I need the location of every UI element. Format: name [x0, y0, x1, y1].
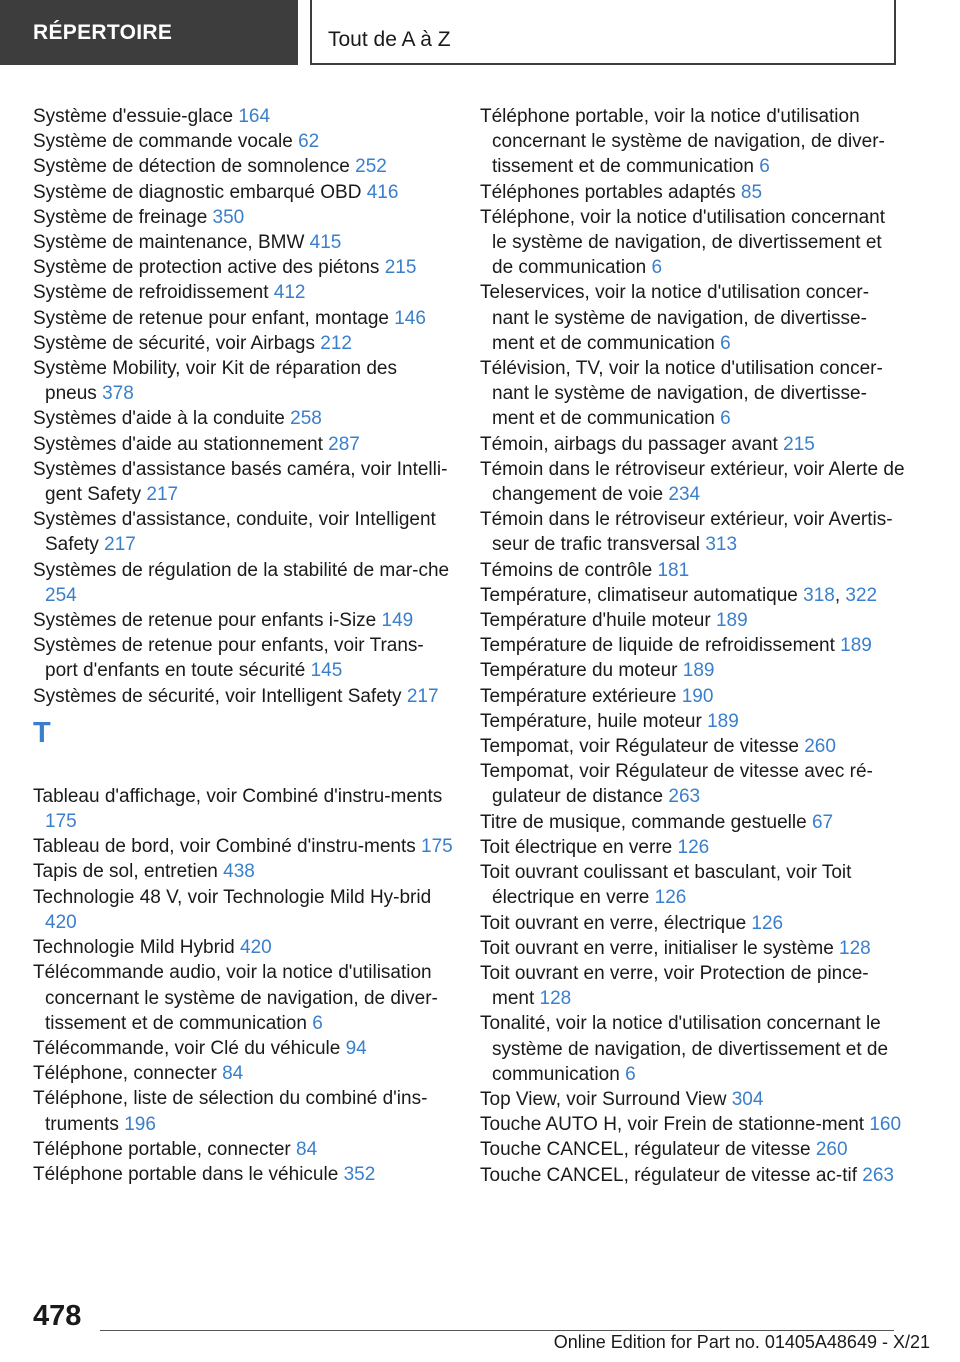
page-link[interactable]: 258: [290, 408, 322, 430]
index-entry-text: Téléphone, voir la notice d'utilisation concernant le système de navigation, de divertissement et de communication: [480, 206, 885, 279]
index-entry: [33, 507, 453, 557]
index-entry: [33, 205, 453, 230]
page-link[interactable]: 415: [309, 232, 342, 254]
index-column-left: [33, 104, 453, 1187]
page-link[interactable]: 412: [273, 282, 306, 304]
page-link[interactable]: 217: [406, 685, 439, 707]
footer-divider: [100, 1330, 894, 1331]
index-entry-text: Tableau de bord, voir Combiné d'instru-ments: [33, 836, 416, 858]
index-entry: [480, 936, 905, 961]
index-entry: [480, 280, 905, 356]
footer-edition: [554, 1332, 930, 1353]
index-entry-text: Téléphone portable, connecter: [33, 1138, 291, 1160]
index-entry-text: Technologie Mild Hybrid: [33, 937, 235, 959]
index-column-right: [480, 104, 905, 1188]
page-link[interactable]: 196: [124, 1113, 156, 1135]
page-link[interactable]: 128: [539, 988, 572, 1010]
index-entry-text: Systèmes d'assistance, conduite, voir Intelligent Safety: [33, 509, 436, 556]
index-entry-text: Système de refroidissement: [33, 282, 269, 304]
section-letter: T: [33, 716, 51, 749]
index-entry-text: Toit ouvrant en verre, initialiser le système: [480, 937, 834, 959]
page-link[interactable]: 322: [845, 584, 878, 606]
index-entry-text: Touche AUTO H, voir Frein de stationne-ment: [480, 1114, 865, 1136]
index-entry: [480, 709, 905, 734]
index-entry: [480, 1011, 905, 1087]
section-tab: [0, 0, 298, 65]
page-link[interactable]: 67: [811, 811, 834, 833]
page-link[interactable]: 263: [862, 1164, 894, 1186]
index-entry-text: Système de freinage: [33, 206, 208, 228]
index-entry-text: Température, climatiseur automatique: [480, 584, 798, 606]
index-entry: [480, 432, 905, 457]
index-entry: [33, 230, 453, 255]
chapter-header: [310, 0, 896, 65]
page-link[interactable]: 350: [212, 206, 245, 228]
index-entry: [480, 457, 905, 507]
page-link[interactable]: 84: [222, 1063, 244, 1085]
page-link[interactable]: 189: [715, 610, 748, 632]
index-entry: [33, 633, 453, 683]
page-link[interactable]: 181: [657, 559, 690, 581]
index-entry: [33, 608, 453, 633]
index-entry: [480, 911, 905, 936]
index-entry: [33, 406, 453, 431]
index-entry: [480, 1112, 905, 1137]
index-list-t-right: [480, 104, 905, 1188]
page-link[interactable]: 416: [366, 181, 399, 203]
index-entry: [33, 129, 453, 154]
page-link[interactable]: 215: [783, 433, 815, 455]
index-entry-text: Systèmes de régulation de la stabilité de mar-che: [33, 559, 450, 581]
index-entry-text: Systèmes de retenue pour enfants, voir Trans-port d'enfants en toute sécurité: [33, 635, 424, 682]
index-entry: [33, 331, 453, 356]
page-link[interactable]: 260: [804, 736, 836, 758]
index-entry-text: Touche CANCEL, régulateur de vitesse: [480, 1139, 811, 1161]
index-entry-text: Système de sécurité, voir Airbags: [33, 332, 315, 354]
index-entry: [480, 633, 905, 658]
index-entry-text: Télécommande audio, voir la notice d'utilisation concernant le système de navigation, de diver-tissement et de communication: [33, 962, 438, 1034]
index-entry-text: Titre de musique, commande gestuelle: [480, 811, 807, 833]
index-list-t-left: [33, 784, 453, 1187]
page-link[interactable]: 217: [104, 534, 136, 556]
index-entry-text: Systèmes d'assistance basés caméra, voir Intelli-gent Safety: [33, 458, 448, 506]
page-link[interactable]: 318: [803, 584, 835, 606]
index-entry: [480, 734, 905, 759]
page-link[interactable]: 254: [45, 584, 77, 606]
page-link[interactable]: 126: [677, 836, 710, 858]
index-entry-text: Systèmes d'aide au stationnement: [33, 433, 323, 455]
index-entry-text: Téléphones portables adaptés: [480, 181, 736, 203]
index-entry-text: Systèmes de retenue pour enfants i-Size: [33, 610, 377, 632]
index-entry-text: Système de détection de somnolence: [33, 156, 350, 178]
page-link[interactable]: 6: [312, 1012, 323, 1034]
index-entry-text: Télévision, TV, voir la notice d'utilisation concer-nant le système de navigation, de divertisse-ment et de communication: [480, 358, 883, 430]
index-entry-text: Téléphone, connecter: [33, 1063, 217, 1085]
index-entry: [480, 583, 905, 608]
index-entry-text: Toit ouvrant en verre, voir Protection de pince-ment: [480, 962, 869, 1010]
page-link[interactable]: 175: [45, 811, 77, 833]
index-entry-text: Tempomat, voir Régulateur de vitesse avec ré-gulateur de distance: [480, 761, 873, 808]
footer-edition-text: Online Edition for Part no. 01405A48649 - X/21: [553, 1332, 930, 1352]
page-link[interactable]: 145: [310, 660, 343, 682]
page-link[interactable]: 260: [815, 1139, 848, 1161]
index-entry-text: Touche CANCEL, régulateur de vitesse ac-tif: [480, 1164, 858, 1186]
index-entry: [33, 558, 453, 608]
index-entry: [480, 104, 905, 180]
index-entry: [480, 1087, 905, 1112]
index-entry-text: Teleservices, voir la notice d'utilisation concer-nant le système de navigation, de divertisse-ment et de communication: [480, 282, 870, 354]
index-entry-text: Température, huile moteur: [480, 710, 702, 732]
index-entry-text: Température d'huile moteur: [480, 610, 711, 632]
index-entry: [33, 1086, 453, 1136]
index-entry: [33, 960, 453, 1036]
section-title: RÉPERTOIRE: [33, 21, 173, 44]
index-entry-text: Top View, voir Surround View: [480, 1088, 727, 1110]
index-entry: [480, 835, 905, 860]
page-link[interactable]: 313: [705, 534, 738, 556]
index-entry-text: Systèmes d'aide à la conduite: [33, 408, 285, 430]
index-entry: [480, 356, 905, 432]
page-link[interactable]: 212: [320, 332, 352, 354]
index-entry-text: Toit ouvrant en verre, électrique: [480, 912, 747, 934]
page-link[interactable]: 160: [869, 1114, 902, 1136]
index-entry-text: Toit ouvrant coulissant et basculant, voir Toit électrique en verre: [480, 862, 852, 909]
index-entry-text: Témoins de contrôle: [480, 559, 653, 581]
index-entry: [33, 1137, 453, 1162]
index-entry-text: Système Mobility, voir Kit de réparation des pneus: [33, 358, 397, 405]
index-entry: [33, 935, 453, 960]
index-entry: [480, 658, 905, 683]
page-number: 478: [33, 1300, 82, 1332]
page-link[interactable]: 420: [45, 911, 77, 933]
page-link[interactable]: 175: [421, 836, 453, 858]
index-entry-text: Téléphone, liste de sélection du combiné d'ins-truments: [33, 1088, 428, 1135]
index-entry: [480, 608, 905, 633]
index-entry-text: Témoin dans le rétroviseur extérieur, voir Alerte de changement de voie: [480, 458, 905, 506]
index-entry-text: Tableau d'affichage, voir Combiné d'instru-ments: [33, 785, 443, 807]
index-entry: [480, 205, 905, 281]
index-entry: [33, 255, 453, 280]
page-link[interactable]: 304: [731, 1088, 764, 1110]
index-entry: [33, 154, 453, 179]
index-entry: [33, 457, 453, 507]
page-link[interactable]: 6: [720, 332, 731, 354]
index-entry: [480, 507, 905, 557]
index-entry-text: Témoin, airbags du passager avant: [480, 433, 778, 455]
index-entry: [33, 432, 453, 457]
page-link[interactable]: 84: [296, 1138, 318, 1160]
page-link[interactable]: 94: [345, 1037, 367, 1059]
index-entry: [480, 1163, 905, 1188]
index-entry: [33, 1061, 453, 1086]
page-link[interactable]: 217: [146, 484, 179, 506]
index-entry: [33, 104, 453, 129]
page-link[interactable]: 352: [343, 1163, 376, 1185]
page-link[interactable]: 126: [654, 887, 687, 909]
index-entry-text: Téléphone portable dans le véhicule: [33, 1163, 339, 1185]
index-entry-text: Température extérieure: [480, 685, 677, 707]
index-entry: [33, 1036, 453, 1061]
page-link[interactable]: 189: [707, 710, 739, 732]
chapter-title: Tout de A à Z: [328, 28, 451, 51]
index-entry-text: Système de commande vocale: [33, 131, 293, 153]
page-link[interactable]: 189: [840, 635, 872, 657]
index-entry: [480, 759, 905, 809]
index-entry: [480, 1137, 905, 1162]
index-entry-text: Téléphone portable, voir la notice d'utilisation concernant le système de navigation, de diver-tissement et de communication: [480, 106, 885, 178]
page-link[interactable]: 85: [740, 181, 763, 203]
index-entry-text: Système de retenue pour enfant, montage: [33, 307, 389, 329]
index-entry-text: Toit électrique en verre: [480, 836, 673, 858]
page-separator: ,: [834, 584, 846, 606]
page-link[interactable]: 128: [839, 937, 871, 959]
index-entry-text: Tonalité, voir la notice d'utilisation concernant le système de navigation, de divertissement et de communication: [480, 1013, 889, 1085]
page-link[interactable]: 215: [384, 257, 417, 279]
section-letter-block: [33, 709, 453, 784]
page-link[interactable]: 6: [720, 408, 731, 430]
index-entry-text: Technologie 48 V, voir Technologie Mild Hy-brid: [33, 886, 432, 908]
page-link[interactable]: 126: [751, 912, 784, 934]
page-link[interactable]: 6: [651, 257, 663, 279]
index-entry: [480, 558, 905, 583]
index-entry: [33, 280, 453, 305]
index-entry: [33, 306, 453, 331]
index-entry-text: Tempomat, voir Régulateur de vitesse: [480, 736, 799, 758]
index-entry-text: Température de liquide de refroidissement: [480, 635, 835, 657]
page-link[interactable]: 149: [381, 610, 414, 632]
index-entry: [480, 684, 905, 709]
page-link[interactable]: 378: [102, 383, 134, 405]
index-entry: [33, 684, 453, 709]
page-link[interactable]: 6: [759, 156, 770, 178]
index-entry: [33, 1162, 453, 1187]
page-link[interactable]: 252: [355, 156, 387, 178]
index-entry-text: Système de protection active des piétons: [33, 257, 380, 279]
index-list-s: [33, 104, 453, 709]
index-entry-text: Témoin dans le rétroviseur extérieur, voir Avertis-seur de trafic transversal: [480, 509, 893, 556]
index-entry: [480, 810, 905, 835]
page-link[interactable]: 189: [682, 660, 715, 682]
page-link[interactable]: 234: [668, 484, 701, 506]
page-link[interactable]: 146: [394, 307, 426, 329]
index-entry: [480, 180, 905, 205]
page-link[interactable]: 263: [668, 786, 701, 808]
index-entry: [33, 180, 453, 205]
index-entry-text: Télécommande, voir Clé du véhicule: [33, 1037, 341, 1059]
page-link[interactable]: 438: [223, 861, 255, 883]
index-entry: [33, 885, 453, 935]
page-link[interactable]: 420: [240, 937, 272, 959]
index-entry-text: Système de diagnostic embarqué OBD: [33, 181, 362, 203]
index-entry: [33, 834, 453, 859]
index-entry: [33, 859, 453, 884]
page-link[interactable]: 287: [328, 433, 360, 455]
index-entry: [480, 961, 905, 1011]
page-link[interactable]: 164: [238, 106, 271, 127]
index-entry-text: Température du moteur: [480, 660, 678, 682]
page-link[interactable]: 62: [298, 131, 320, 153]
index-entry: [480, 860, 905, 910]
page-link[interactable]: 190: [681, 685, 714, 707]
index-entry-text: Système de maintenance, BMW: [33, 232, 305, 254]
index-entry: [33, 784, 453, 834]
index-entry-text: Systèmes de sécurité, voir Intelligent Safety: [33, 685, 402, 707]
index-entry: [33, 356, 453, 406]
page-link[interactable]: 6: [625, 1063, 636, 1085]
index-entry-text: Tapis de sol, entretien: [33, 861, 218, 883]
index-entry-text: Système d'essuie-glace: [33, 106, 234, 127]
